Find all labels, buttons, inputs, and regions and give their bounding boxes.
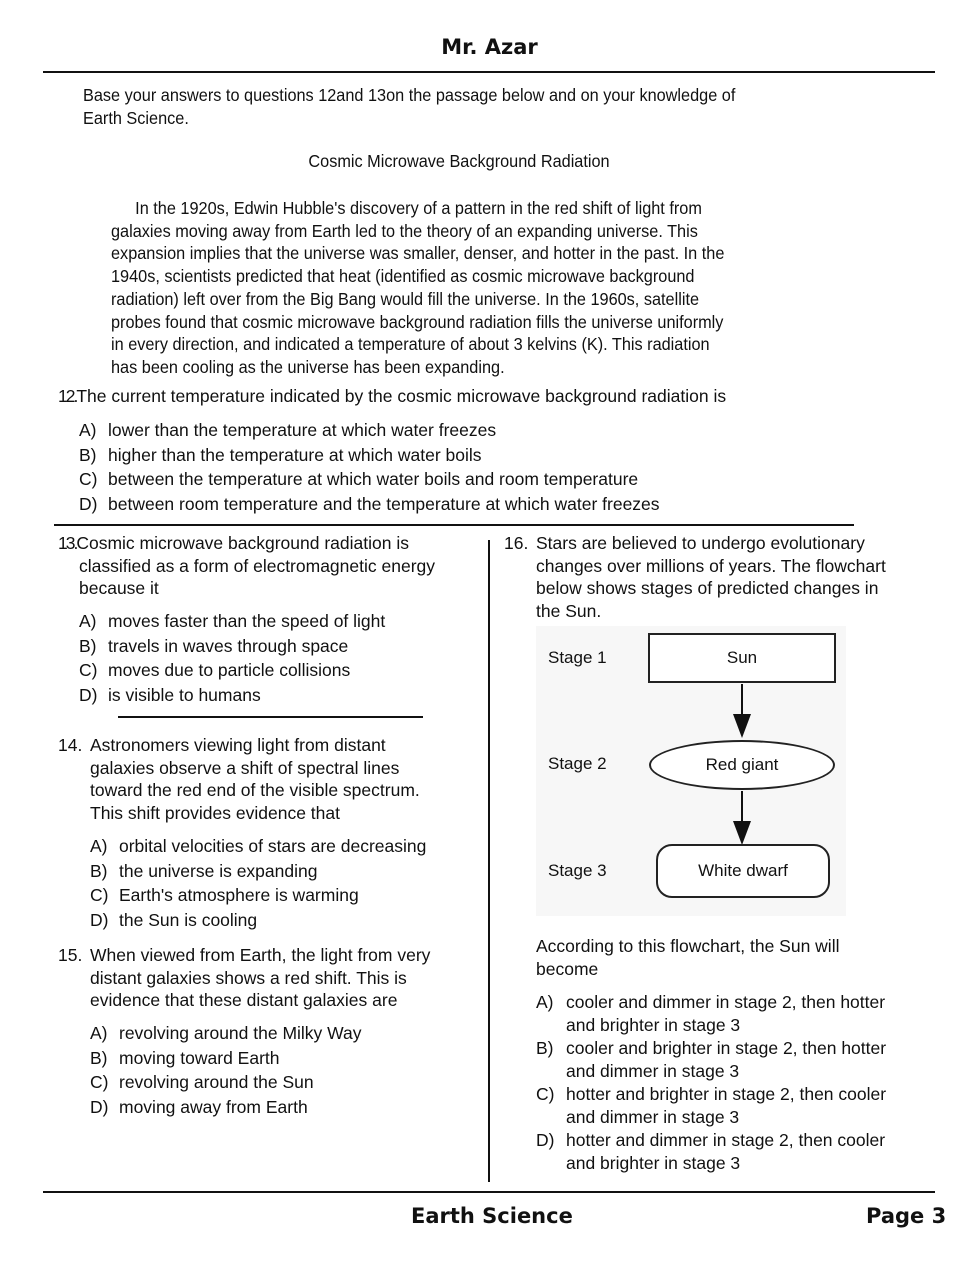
option-text: between the temperature at which water boils and room temperature bbox=[108, 469, 639, 489]
question-stem: distant galaxies shows a red shift. This is bbox=[90, 967, 407, 988]
option-text: moving away from Earth bbox=[119, 1096, 308, 1117]
option-text: between room temperature and the temperature at which water freezes bbox=[108, 493, 660, 514]
question-stem: This shift provides evidence that bbox=[90, 803, 340, 824]
option-text: hotter and dimmer in stage 2, then cooler bbox=[566, 1130, 886, 1150]
q14-options bbox=[90, 834, 426, 932]
question-number: 14. bbox=[58, 735, 83, 755]
footer-subject: Earth Science bbox=[411, 1204, 573, 1228]
option-letter: D) bbox=[536, 1130, 555, 1150]
option-text: Earth's atmosphere is warming bbox=[119, 885, 359, 905]
option-letter: D) bbox=[90, 1096, 109, 1117]
question-stem: evidence that these distant galaxies are bbox=[90, 990, 398, 1011]
answer-option-b[interactable] bbox=[79, 443, 660, 468]
q12-options bbox=[79, 418, 660, 516]
q13-options bbox=[79, 609, 385, 707]
question-12 bbox=[58, 385, 726, 408]
answer-option-a[interactable] bbox=[79, 418, 660, 443]
q16-options bbox=[536, 991, 886, 1175]
answer-option-d[interactable] bbox=[536, 1129, 886, 1174]
option-letter: C) bbox=[536, 1084, 555, 1104]
question-stem: Astronomers viewing light from distant bbox=[90, 735, 386, 755]
answer-option-c[interactable] bbox=[90, 1070, 362, 1095]
option-text: revolving around the Milky Way bbox=[119, 1023, 362, 1043]
stage-3-name: White dwarf bbox=[698, 861, 788, 880]
answer-option-a[interactable] bbox=[536, 991, 886, 1036]
option-letter: B) bbox=[90, 1047, 108, 1068]
option-text: hotter and brighter in stage 2, then cooler bbox=[566, 1084, 887, 1104]
question-stem: When viewed from Earth, the light from very bbox=[90, 945, 431, 965]
question-stem: classified as a form of electromagnetic energy bbox=[79, 555, 435, 576]
answer-option-a[interactable] bbox=[90, 1021, 362, 1046]
option-text: higher than the temperature at which water boils bbox=[108, 444, 482, 465]
question-stem: The current temperature indicated by the cosmic microwave background radiation is bbox=[76, 386, 727, 406]
question-stem: below shows stages of predicted changes in bbox=[536, 578, 879, 599]
white-dwarf-box bbox=[656, 844, 830, 898]
option-letter: A) bbox=[536, 992, 554, 1012]
question-stem: toward the red end of the visible spectrum. bbox=[90, 780, 420, 801]
stage-3-label: Stage 3 bbox=[548, 861, 607, 880]
sun-box bbox=[648, 633, 836, 683]
section-divider bbox=[54, 524, 854, 526]
option-text: orbital velocities of stars are decreasing bbox=[119, 836, 427, 856]
answer-option-c[interactable] bbox=[90, 883, 426, 908]
option-text: the Sun is cooling bbox=[119, 909, 258, 930]
passage-line: probes found that cosmic microwave background radiation fills the universe uniformly bbox=[111, 311, 724, 332]
column-divider bbox=[488, 540, 490, 1182]
option-text: and dimmer in stage 3 bbox=[566, 1106, 740, 1127]
option-letter: C) bbox=[90, 885, 109, 905]
option-letter: A) bbox=[79, 420, 97, 440]
question-stem: Cosmic microwave background radiation is bbox=[76, 533, 409, 553]
answer-option-d[interactable] bbox=[79, 683, 385, 708]
answer-option-b[interactable] bbox=[79, 634, 385, 659]
option-letter: B) bbox=[536, 1038, 554, 1058]
option-letter: A) bbox=[79, 611, 97, 631]
arrow-down-icon bbox=[732, 684, 752, 740]
option-text: moves due to particle collisions bbox=[108, 660, 351, 680]
option-letter: C) bbox=[79, 469, 98, 489]
question-stem: Stars are believed to undergo evolutionary bbox=[536, 533, 865, 553]
option-text: the universe is expanding bbox=[119, 860, 318, 881]
answer-option-b[interactable] bbox=[90, 859, 426, 884]
passage-line: expansion implies that the universe was smaller, denser, and hotter in the past. In the bbox=[111, 243, 725, 264]
answer-option-d[interactable] bbox=[90, 1095, 362, 1120]
option-text: moves faster than the speed of light bbox=[108, 611, 386, 631]
option-text: moving toward Earth bbox=[119, 1047, 280, 1068]
answer-option-d[interactable] bbox=[79, 492, 660, 517]
option-text: lower than the temperature at which water freezes bbox=[108, 420, 497, 440]
question-16 bbox=[504, 532, 886, 623]
answer-option-b[interactable] bbox=[90, 1046, 362, 1071]
page-header-title: Mr. Azar bbox=[441, 35, 538, 59]
option-letter: B) bbox=[90, 860, 108, 881]
option-text: and dimmer in stage 3 bbox=[566, 1060, 740, 1081]
question-number: 12. bbox=[58, 386, 77, 406]
stage-2-name: Red giant bbox=[705, 755, 779, 774]
passage-line: has been cooling as the universe has been expanding. bbox=[111, 356, 505, 377]
option-letter: A) bbox=[90, 1023, 108, 1043]
page-number: Page 3 bbox=[866, 1204, 947, 1228]
question-stem: galaxies observe a shift of spectral lines bbox=[90, 757, 400, 778]
question-14 bbox=[58, 734, 420, 825]
prompt-line: become bbox=[536, 958, 599, 979]
question-divider bbox=[118, 716, 423, 718]
option-letter: D) bbox=[90, 909, 109, 930]
passage-title: Cosmic Microwave Background Radiation bbox=[308, 151, 610, 171]
passage-line: 1940s, scientists predicted that heat (identified as cosmic microwave background bbox=[111, 266, 695, 287]
prompt-line: According to this flowchart, the Sun will bbox=[536, 936, 840, 956]
passage-line: galaxies moving away from Earth led to the theory of an expanding universe. This bbox=[111, 220, 698, 241]
question-stem: because it bbox=[79, 578, 159, 599]
option-letter: C) bbox=[90, 1072, 109, 1092]
answer-option-c[interactable] bbox=[536, 1083, 886, 1128]
option-letter: C) bbox=[79, 660, 98, 680]
question-13 bbox=[58, 532, 435, 600]
passage-line: in every direction, and indicated a temperature of about 3 kelvins (K). This radiation bbox=[111, 334, 710, 355]
passage-line: radiation) left over from the Big Bang would fill the universe. In the 1960s, satellite bbox=[111, 288, 700, 309]
question-number: 15. bbox=[58, 945, 83, 965]
intro-line: Base your answers to questions 12and 13on the passage below and on your knowledge of bbox=[83, 85, 736, 105]
red-giant-ellipse bbox=[649, 740, 835, 790]
intro-instructions bbox=[83, 84, 735, 129]
question-number: 16. bbox=[504, 533, 529, 553]
option-text: cooler and brighter in stage 2, then hotter bbox=[566, 1038, 887, 1058]
passage-body bbox=[111, 197, 724, 379]
question-stem: changes over millions of years. The flowchart bbox=[536, 555, 886, 576]
option-text: travels in waves through space bbox=[108, 635, 349, 656]
option-letter: B) bbox=[79, 444, 97, 465]
answer-option-c[interactable] bbox=[79, 658, 385, 683]
stage-1-label: Stage 1 bbox=[548, 648, 607, 667]
answer-option-a[interactable] bbox=[79, 609, 385, 634]
option-letter: A) bbox=[90, 836, 108, 856]
header-divider bbox=[43, 71, 935, 73]
option-letter: B) bbox=[79, 635, 97, 656]
intro-line: Earth Science. bbox=[83, 107, 189, 128]
answer-option-d[interactable] bbox=[90, 908, 426, 933]
question-15 bbox=[58, 944, 430, 1012]
question-stem: the Sun. bbox=[536, 601, 602, 622]
option-text: and brighter in stage 3 bbox=[566, 1014, 741, 1035]
option-text: and brighter in stage 3 bbox=[566, 1152, 741, 1173]
answer-option-c[interactable] bbox=[79, 467, 660, 492]
q15-options bbox=[90, 1021, 362, 1119]
question-number: 13. bbox=[58, 533, 77, 553]
q16-prompt bbox=[536, 935, 839, 980]
stage-2-label: Stage 2 bbox=[548, 754, 607, 773]
answer-option-b[interactable] bbox=[536, 1037, 886, 1082]
option-letter: D) bbox=[79, 684, 98, 705]
option-text: cooler and dimmer in stage 2, then hotter bbox=[566, 992, 886, 1012]
stellar-evolution-flowchart bbox=[536, 626, 846, 916]
footer-divider bbox=[43, 1191, 935, 1193]
answer-option-a[interactable] bbox=[90, 834, 426, 859]
option-text: is visible to humans bbox=[108, 684, 261, 705]
option-text: revolving around the Sun bbox=[119, 1072, 314, 1092]
option-letter: D) bbox=[79, 493, 98, 514]
arrow-down-icon bbox=[732, 791, 752, 847]
stage-1-name: Sun bbox=[726, 648, 758, 667]
passage-line: In the 1920s, Edwin Hubble's discovery of a pattern in the red shift of light from bbox=[135, 198, 702, 218]
